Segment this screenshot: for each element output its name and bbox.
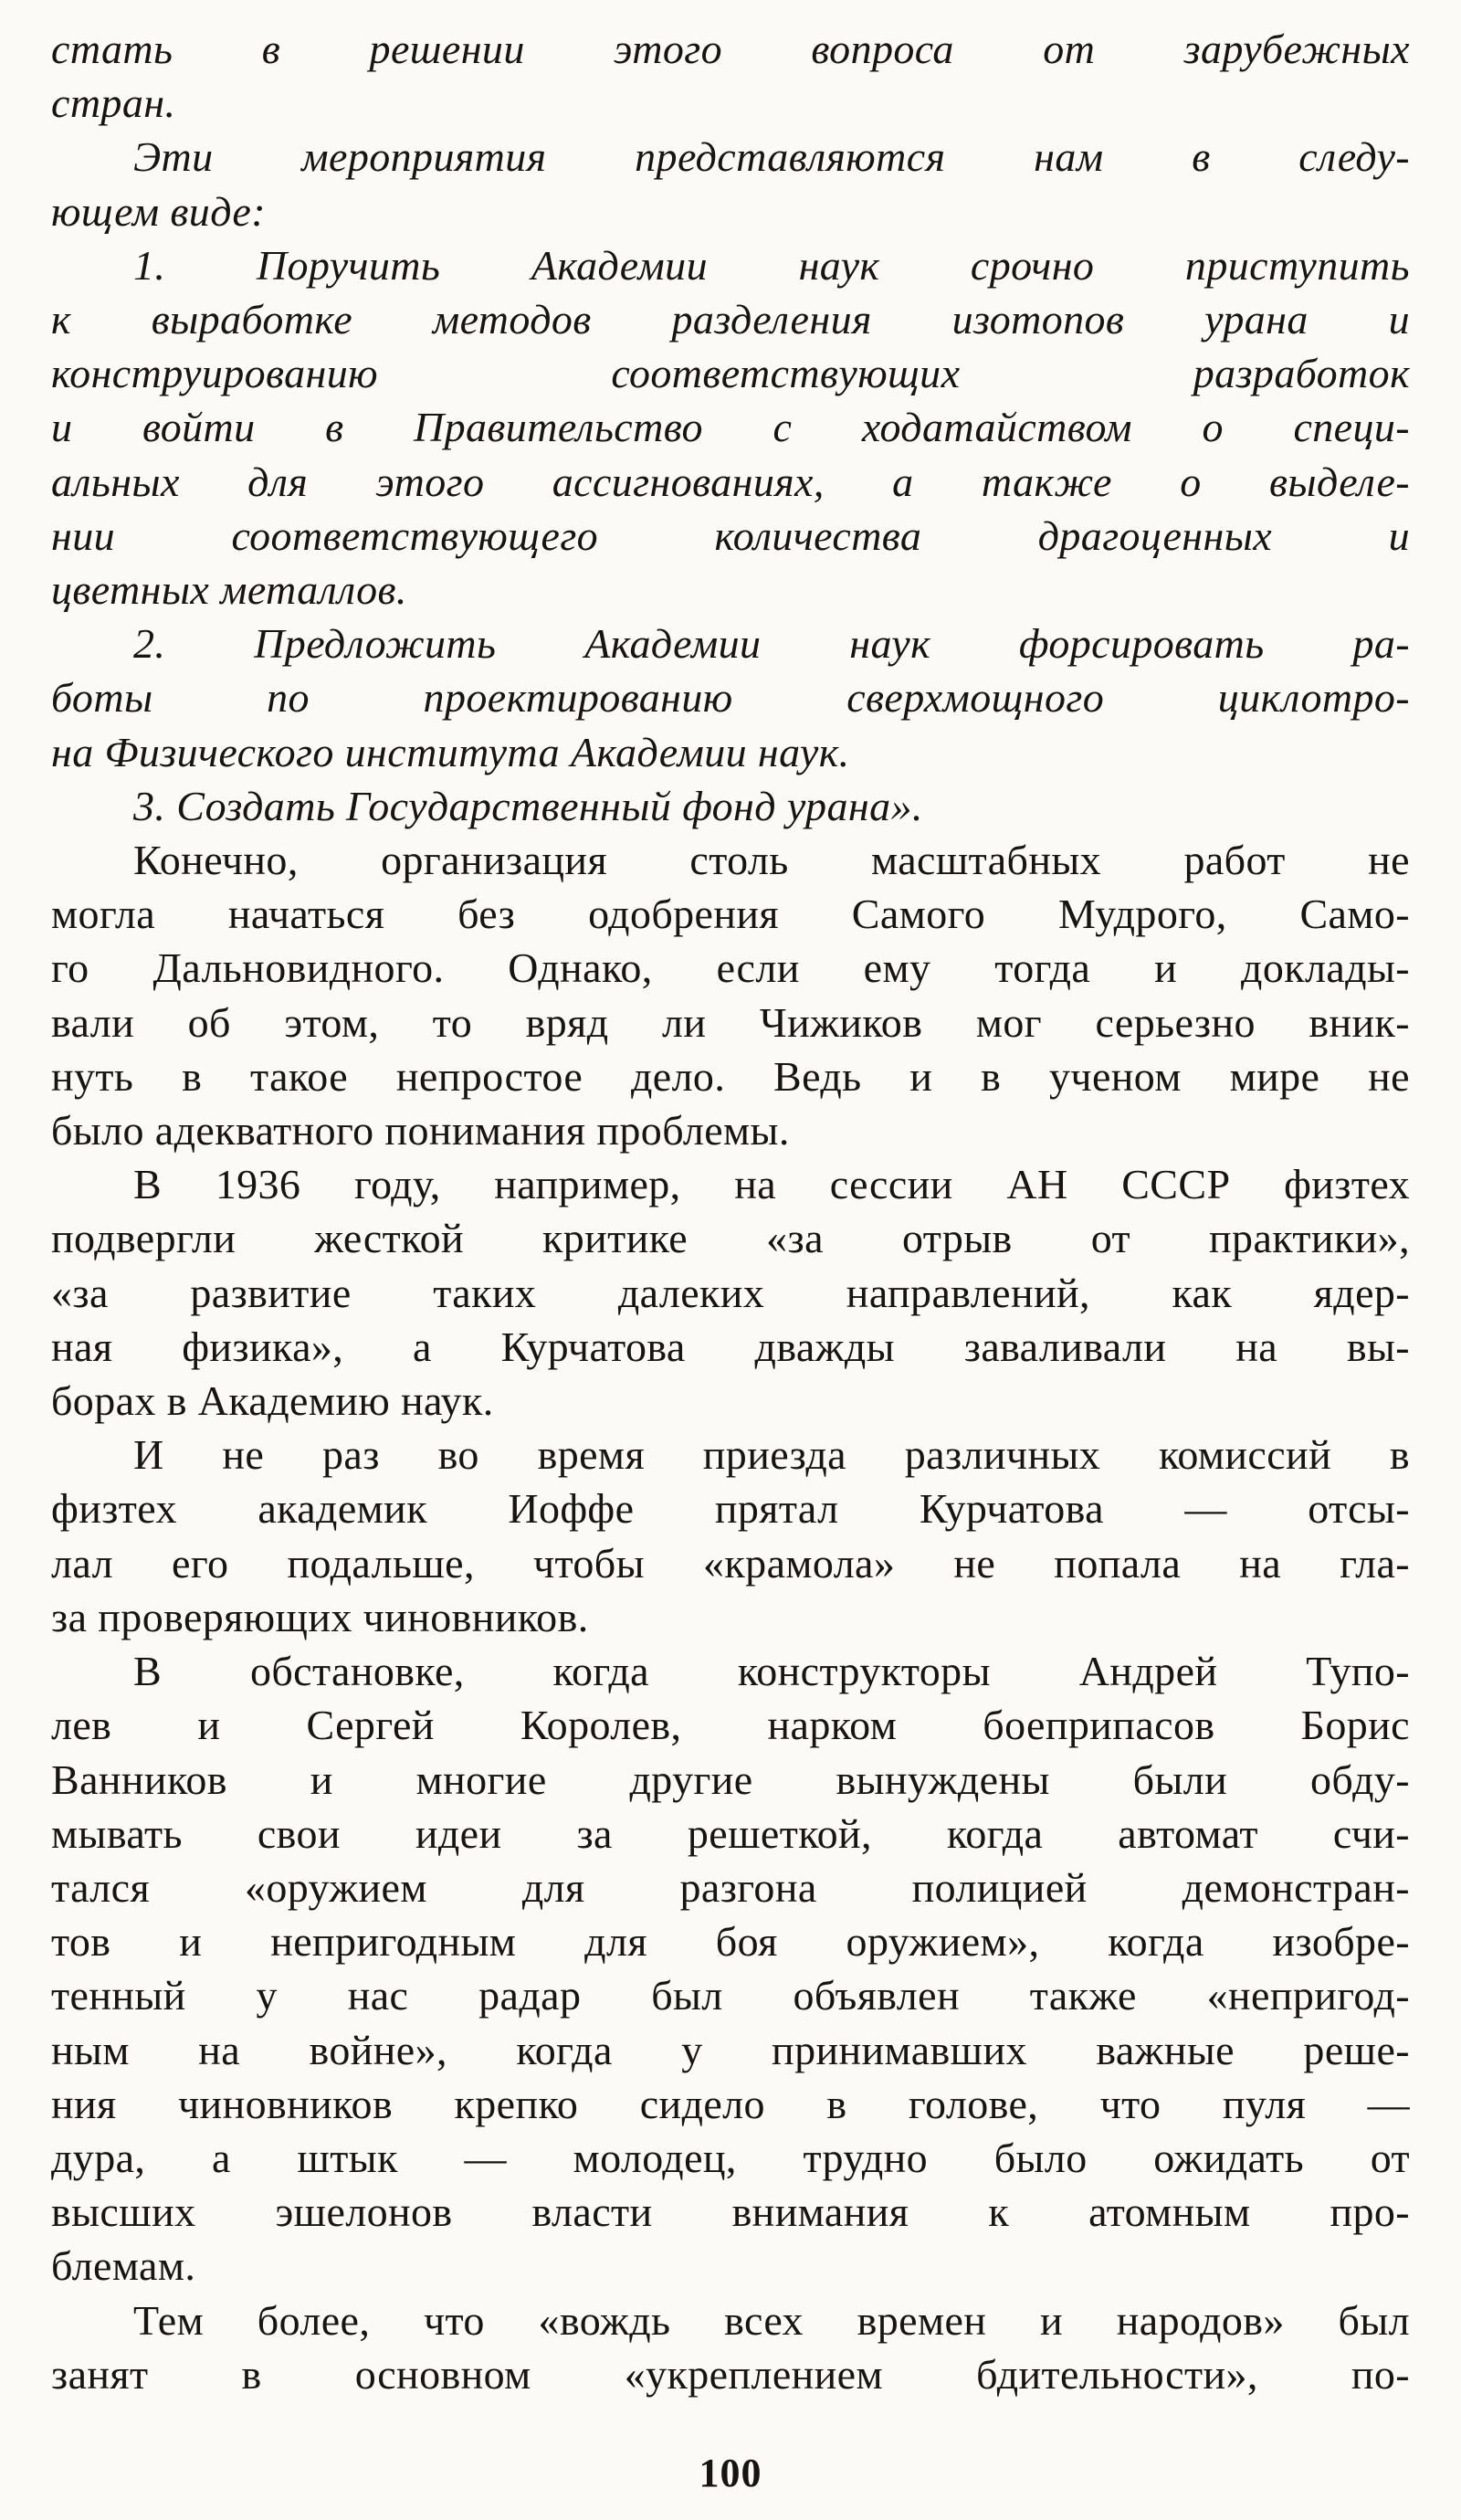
page-number: 100 [699, 2451, 762, 2495]
text-line: высших эшелонов власти внимания к атомным про- [51, 2188, 1410, 2236]
text-line: В 1936 году, например, на сессии АН СССР физтех [133, 1161, 1410, 1208]
text-line: стать в решении этого вопроса от зарубежных [51, 26, 1410, 72]
page-text-block [51, 22, 1410, 2401]
text-line: го Дальновидного. Однако, если ему тогда и доклады- [51, 944, 1410, 992]
text-line: 3. Создать Государственный фонд урана». [133, 782, 923, 829]
text-line: 1. Поручить Академии наук срочно приступить [133, 241, 1410, 289]
text-line: к выработке методов разделения изотопов урана и [51, 296, 1410, 343]
text-line: ющем виде: [51, 187, 266, 235]
text-line: занят в основном «укреплением бдительности», по- [51, 2350, 1410, 2398]
text-line: Конечно, организация столь масштабных работ не [133, 837, 1410, 884]
text-line: лев и Сергей Королев, нарком боеприпасов Борис [51, 1702, 1410, 1749]
text-line: 2. Предложить Академии наук форсировать ра- [133, 620, 1410, 668]
text-line: нуть в такое непростое дело. Ведь и в ученом мире не [51, 1052, 1410, 1100]
text-line: тов и непригодным для боя оружием», когда изобре- [51, 1918, 1410, 1966]
text-line: подвергли жесткой критике «за отрыв от практики», [51, 1215, 1410, 1262]
text-line: боты по проектированию сверхмощного циклотро- [51, 674, 1410, 722]
text-line: было адекватного понимания проблемы. [51, 1107, 790, 1155]
text-line: Ванников и многие другие вынуждены были обду- [51, 1756, 1410, 1803]
text-line: тенный у нас радар был объявлен также «непригод- [51, 1972, 1410, 2019]
text-line: конструированию соответствующих разработок [51, 350, 1410, 397]
text-line: на Физического института Академии наук. [51, 728, 850, 775]
text-line: ным на войне», когда у принимавших важные реше- [51, 2026, 1410, 2073]
text-line: за проверяющих чиновников. [51, 1593, 589, 1640]
text-line: ная физика», а Курчатова дважды заваливали на вы- [51, 1323, 1410, 1370]
text-line: Тем более, что «вождь всех времен и народов» был [133, 2296, 1410, 2344]
text-line: «за развитие таких далеких направлений, как ядер- [51, 1269, 1410, 1316]
text-line: блемам. [51, 2242, 196, 2290]
text-line: ния чиновников крепко сидело в голове, что пуля — [51, 2080, 1410, 2127]
text-line: и войти в Правительство с ходатайством о специ- [51, 404, 1410, 451]
text-line: В обстановке, когда конструкторы Андрей Тупо- [133, 1648, 1410, 1695]
text-line: цветных металлов. [51, 566, 407, 614]
text-line: физтех академик Иоффе прятал Курчатова — отсы- [51, 1485, 1410, 1533]
text-line: вали об этом, то вряд ли Чижиков мог серьезно вник- [51, 998, 1410, 1046]
text-line: дура, а штык — молодец, трудно было ожидать от [51, 2134, 1410, 2181]
text-line: лал его подальше, чтобы «крамола» не попала на гла- [51, 1539, 1410, 1587]
text-line: тался «оружием для разгона полицией демонстран- [51, 1863, 1410, 1911]
text-line: могла начаться без одобрения Самого Мудрого, Само- [51, 891, 1410, 938]
text-line: альных для этого ассигнованиях, а также о выделе- [51, 458, 1410, 505]
text-line: стран. [51, 79, 176, 127]
text-line: нии соответствующего количества драгоценных и [51, 511, 1410, 559]
text-line: Эти мероприятия представляются нам в следу- [133, 133, 1410, 181]
text-line: борах в Академию наук. [51, 1377, 494, 1425]
text-line: мывать свои идеи за решеткой, когда автомат счи- [51, 1809, 1410, 1857]
text-line: И не раз во время приезда различных комиссий в [133, 1431, 1410, 1479]
